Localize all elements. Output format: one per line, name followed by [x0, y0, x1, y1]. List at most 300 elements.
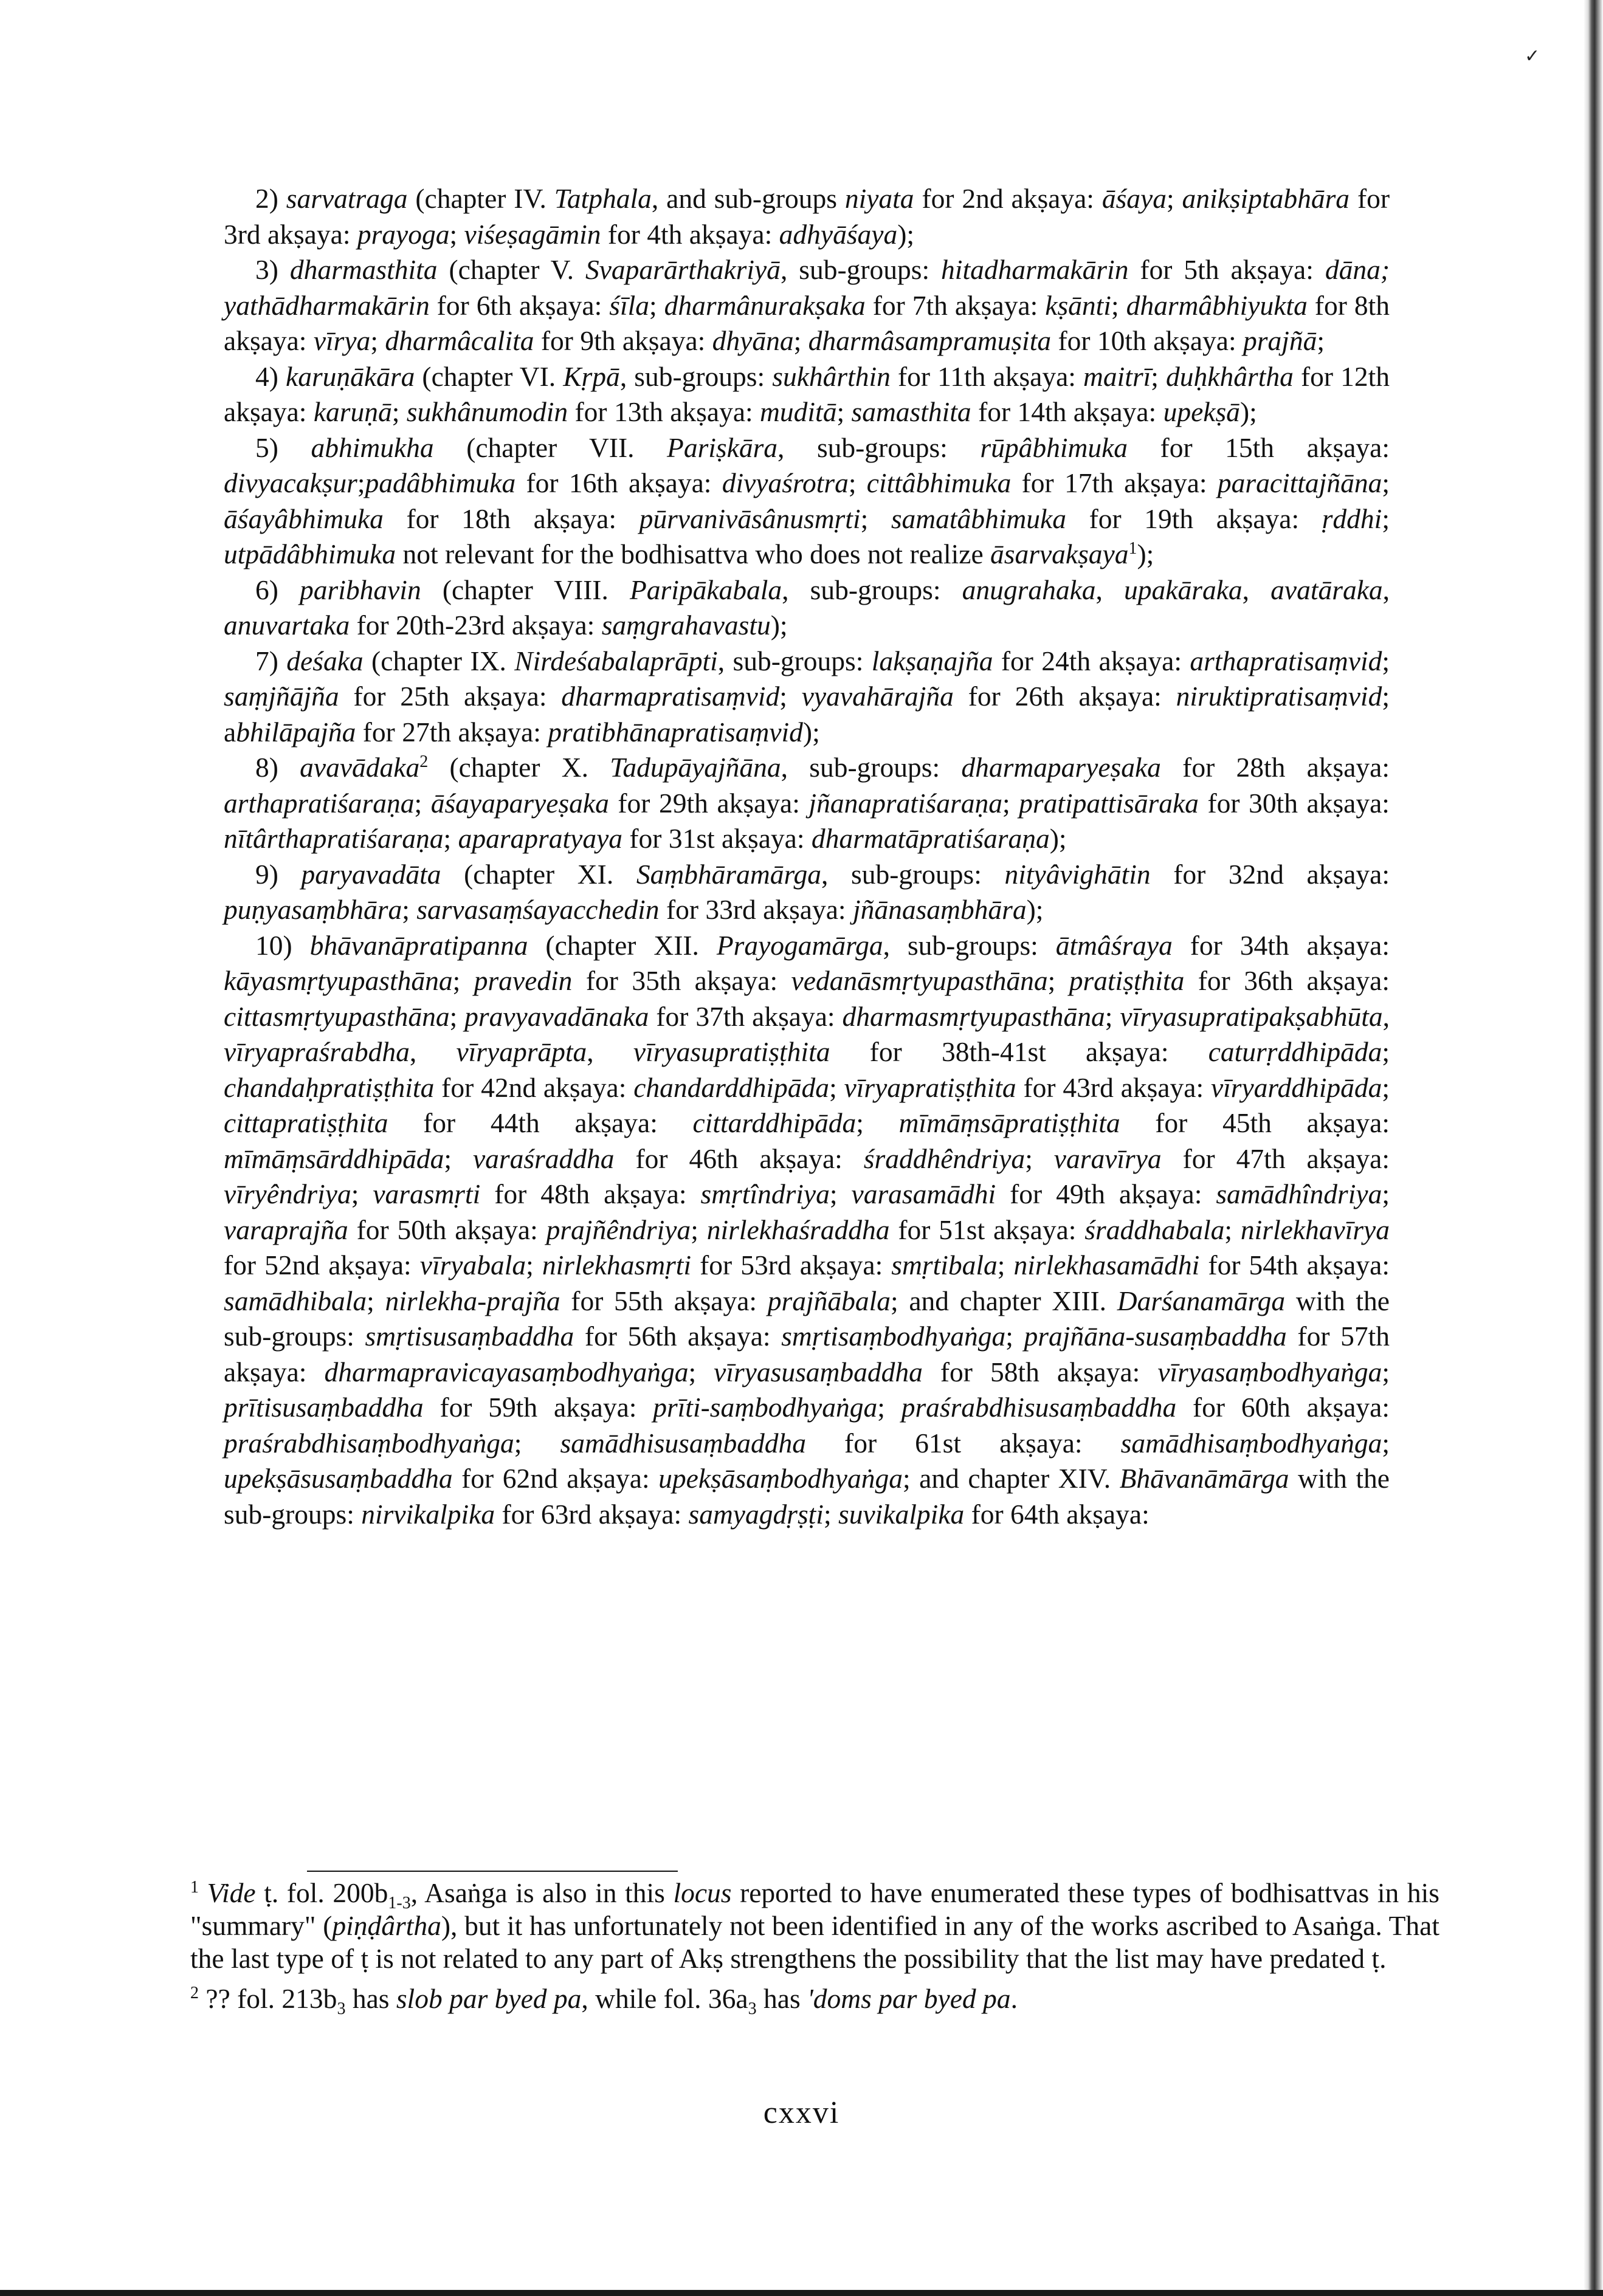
- text-run: for 55th akṣaya:: [560, 1285, 768, 1316]
- term: maitrī: [1083, 360, 1151, 392]
- text-run: ;: [1382, 1356, 1390, 1387]
- term: avatāraka: [1270, 574, 1383, 605]
- term: śraddhêndriya: [863, 1143, 1026, 1174]
- term: āsarvakṣaya: [990, 538, 1129, 569]
- term: vedanāsmṛtyupasthāna: [791, 965, 1048, 996]
- text-run: for 33rd akṣaya:: [659, 894, 853, 925]
- text-run: for 17th akṣaya:: [1011, 467, 1218, 498]
- text-run: ;: [829, 1071, 844, 1103]
- text-run: ;: [1002, 787, 1019, 819]
- term: Bhāvanāmārga: [1119, 1463, 1289, 1494]
- term: nirlekhasamādhi: [1013, 1249, 1200, 1280]
- term: sukhârthin: [772, 360, 891, 392]
- term: dharmâcalita: [385, 325, 534, 356]
- text-run: , sub-groups:: [777, 431, 981, 463]
- text-run: ;: [860, 503, 891, 534]
- term: kāyasmṛtyupasthāna: [224, 965, 453, 996]
- text-run: for 15th akṣaya:: [1128, 431, 1390, 463]
- text-run: ; and chapter XIV.: [903, 1463, 1120, 1494]
- term: samādhisusaṃbaddha: [560, 1427, 806, 1459]
- term: nityâvighātin: [1004, 858, 1151, 890]
- text-run: ; a: [224, 681, 1390, 748]
- text-run: ,: [587, 1036, 633, 1067]
- text-run: (chapter XII.: [528, 929, 717, 961]
- paragraph: [224, 572, 1390, 644]
- text-run: for 24th akṣaya:: [993, 645, 1190, 676]
- term: adhyāśaya: [779, 218, 898, 250]
- text-run: for 11th akṣaya:: [890, 360, 1084, 392]
- text-run: for 36th akṣaya:: [1184, 965, 1390, 996]
- term: Svaparārthakriyā: [585, 254, 781, 285]
- text-run: ;: [391, 396, 407, 427]
- term: cittarddhipāda: [692, 1107, 857, 1138]
- paragraph: [224, 430, 1390, 572]
- term: prajñā: [1243, 325, 1317, 356]
- term: rūpâbhimuka: [980, 431, 1128, 463]
- text-run: for 6th akṣaya:: [429, 289, 610, 321]
- text-run: 10): [255, 929, 310, 961]
- text-run: ;: [877, 1392, 901, 1423]
- text-run: (chapter VI.: [415, 360, 564, 392]
- text-run: ;: [691, 1214, 707, 1245]
- term: locus: [673, 1877, 732, 1908]
- term: smṛtîndriya: [700, 1178, 830, 1209]
- term: anugrahaka: [962, 574, 1096, 605]
- term: samyagdṛṣṭi: [688, 1498, 824, 1530]
- text-run: [199, 1877, 207, 1908]
- text-run: for 42nd akṣaya:: [434, 1071, 634, 1103]
- term: cittâbhimuka: [866, 467, 1012, 498]
- text-run: ;: [836, 396, 852, 427]
- term: jñānasaṃbhāra: [852, 894, 1027, 925]
- term: prītisusaṃbaddha: [224, 1392, 424, 1423]
- term: utpādâbhimuka: [224, 538, 396, 569]
- text-run: ;: [351, 1178, 373, 1209]
- term: samādhisaṃbodhyaṅga: [1120, 1427, 1382, 1459]
- text-run: ;: [1166, 183, 1182, 214]
- term: dharmapravicayasaṃbodhyaṅga: [324, 1356, 689, 1387]
- text-run: ;: [779, 681, 802, 712]
- text-run: for 32nd akṣaya:: [1150, 858, 1390, 890]
- term: 'doms par byed pa: [807, 1983, 1011, 2014]
- text-run: ; and chapter XIII.: [891, 1285, 1117, 1316]
- text-run: for 47th akṣaya:: [1161, 1143, 1390, 1174]
- term: muditā: [760, 396, 837, 427]
- term: nītârthapratiśaraṇa: [224, 823, 444, 854]
- term: saṃgrahavastu: [601, 610, 771, 641]
- term: vīryabala: [419, 1249, 526, 1280]
- script-mark: 2: [190, 1983, 199, 2002]
- term: bhāvanāpratipanna: [309, 929, 528, 961]
- term: praśrabdhisaṃbodhyaṅga: [224, 1427, 514, 1459]
- term: sukhânumodin: [406, 396, 568, 427]
- term: dharmapratisaṃvid: [561, 681, 780, 712]
- term: smṛtisaṃbodhyaṅga: [781, 1321, 1006, 1352]
- term: upakāraka: [1124, 574, 1243, 605]
- text-run: 6): [255, 574, 300, 605]
- term: śraddhabala: [1084, 1214, 1225, 1245]
- term: vīryaprāpta: [456, 1036, 587, 1067]
- script-mark: 1: [1128, 538, 1137, 558]
- text-run: for 29th akṣaya:: [608, 787, 809, 819]
- text-run: with the sub-groups:: [224, 1463, 1390, 1530]
- text-run: for 8th akṣaya:: [224, 289, 1390, 356]
- term: avavādaka: [300, 752, 420, 783]
- term: samasthita: [851, 396, 971, 427]
- text-run: for 2nd akṣaya:: [914, 183, 1102, 214]
- text-run: ), but it has unfortunately not been identified in any of the works ascribed to Asaṅga. That the last type of ṭ is not related to any part of Akṣ strengthens the possibility that the list may have predated ṭ.: [190, 1910, 1439, 1974]
- term: dharmatāpratiśaraṇa: [811, 823, 1050, 854]
- term: pratibhānapratisaṃvid: [548, 716, 803, 748]
- term: kṣānti: [1045, 289, 1111, 321]
- text-run: for 31st akṣaya:: [622, 823, 812, 854]
- term: mīmāṃsāpratiṣṭhita: [898, 1107, 1120, 1138]
- term: piṇḍârtha: [332, 1910, 441, 1941]
- text-run: for 16th akṣaya:: [515, 467, 722, 498]
- term: āśayâbhimuka: [224, 503, 384, 534]
- term: duḥkhârtha: [1166, 360, 1294, 392]
- term: prayoga: [357, 218, 450, 250]
- term: vīryapraśrabdha: [224, 1036, 410, 1067]
- term: praśrabdhisusaṃbaddha: [901, 1392, 1177, 1423]
- script-mark: 3: [748, 1999, 757, 2019]
- term: suvikalpika: [838, 1498, 965, 1530]
- term: paracittajñāna: [1217, 467, 1382, 498]
- text-run: (chapter XI.: [441, 858, 636, 890]
- text-run: for 10th akṣaya:: [1051, 325, 1243, 356]
- text-run: 5): [255, 431, 311, 463]
- script-mark: 3: [337, 1999, 346, 2019]
- text-run: for 48th akṣaya:: [480, 1178, 701, 1209]
- text-run: .: [1010, 1983, 1018, 2014]
- term: jñanapratiśaraṇa: [808, 787, 1002, 819]
- term: nirlekhaśraddha: [706, 1214, 890, 1245]
- text-run: not relevant for the bodhisattva who does not realize: [396, 538, 991, 569]
- term: dharmasmṛtyupasthāna: [842, 1000, 1105, 1032]
- paragraph: [224, 359, 1390, 430]
- script-mark: 1: [190, 1877, 199, 1897]
- term: karuṇākāra: [286, 360, 415, 392]
- term: smṛtisusaṃbaddha: [365, 1321, 574, 1352]
- term: cittasmṛtyupasthāna: [224, 1000, 450, 1032]
- term: upekṣāsusaṃbaddha: [224, 1463, 453, 1494]
- text-run: ;: [1151, 360, 1167, 392]
- text-run: for 13th akṣaya:: [568, 396, 760, 427]
- script-mark: 2: [419, 752, 429, 771]
- text-run: ;: [1382, 503, 1390, 534]
- term: abhimukha: [311, 431, 434, 463]
- term: dharmasthita: [289, 254, 438, 285]
- term: prajñābala: [767, 1285, 891, 1316]
- term: samādhibala: [224, 1285, 367, 1316]
- term: nirlekhavīrya: [1240, 1214, 1390, 1245]
- term: dharmâsampramuṣita: [808, 325, 1052, 356]
- term: prajñāna-susaṃbaddha: [1024, 1321, 1287, 1352]
- term: bhilāpajña: [236, 716, 356, 748]
- text-run: ;: [829, 1178, 852, 1209]
- text-run: ;: [848, 467, 867, 498]
- main-text: [224, 181, 1390, 1532]
- term: varaśraddha: [472, 1143, 615, 1174]
- footnote-separator: [307, 1871, 678, 1872]
- term: Vide: [207, 1877, 256, 1908]
- text-run: );: [897, 218, 915, 250]
- term: nirvikalpika: [361, 1498, 495, 1530]
- term: arthapratisaṃvid: [1190, 645, 1382, 676]
- text-run: for 25th akṣaya:: [339, 681, 562, 712]
- text-run: ;: [444, 1143, 473, 1174]
- text-run: ;: [449, 1000, 465, 1032]
- term: slob par byed pa: [396, 1983, 582, 2014]
- text-run: (chapter V.: [437, 254, 585, 285]
- term: nirlekha-prajña: [385, 1285, 560, 1316]
- term: Darśanamārga: [1117, 1285, 1286, 1316]
- term: samādhîndriya: [1216, 1178, 1382, 1209]
- term: vīryêndriya: [224, 1178, 351, 1209]
- term: varavīrya: [1053, 1143, 1162, 1174]
- text-run: for 64th akṣaya:: [964, 1498, 1150, 1530]
- term: niyata: [844, 183, 914, 214]
- text-run: ;: [514, 1427, 560, 1459]
- text-run: ,: [1382, 574, 1390, 605]
- term: chandaḥpratiṣṭhita: [224, 1071, 435, 1103]
- text-run: 9): [255, 858, 302, 890]
- text-run: for 27th akṣaya:: [356, 716, 548, 748]
- text-run: ;: [1382, 467, 1390, 498]
- term: samatâbhimuka: [891, 503, 1066, 534]
- term: dharmaparyeṣaka: [961, 752, 1161, 783]
- text-run: ;: [357, 467, 365, 498]
- text-run: , sub-groups:: [781, 752, 962, 783]
- text-run: , sub-groups:: [619, 360, 773, 392]
- text-run: for 26th akṣaya:: [953, 681, 1176, 712]
- scan-edge: [1573, 0, 1603, 2296]
- text-run: );: [1049, 823, 1067, 854]
- text-run: ;: [1382, 1178, 1390, 1209]
- term: vīryapratiṣṭhita: [844, 1071, 1016, 1103]
- text-run: for 4th akṣaya:: [601, 218, 779, 250]
- text-run: for 44th akṣaya:: [388, 1107, 693, 1138]
- text-run: for 34th akṣaya:: [1172, 929, 1390, 961]
- text-run: ;: [443, 823, 458, 854]
- term: smṛtibala: [891, 1249, 998, 1280]
- term: ātmâśraya: [1055, 929, 1173, 961]
- text-run: 3): [255, 254, 290, 285]
- footnote: [190, 1877, 1439, 1975]
- term: Paripākabala: [629, 574, 782, 605]
- text-run: ;: [1005, 1321, 1024, 1352]
- term: Saṃbhāramārga: [636, 858, 822, 890]
- text-run: for 30th akṣaya:: [1198, 787, 1390, 819]
- term: chandarddhipāda: [633, 1071, 830, 1103]
- text-run: , sub-groups:: [780, 254, 942, 285]
- text-run: 2): [255, 183, 286, 214]
- term: śīla: [609, 289, 649, 321]
- text-run: ;: [823, 1498, 838, 1530]
- text-run: (chapter VIII.: [421, 574, 630, 605]
- text-run: for 12th akṣaya:: [224, 360, 1390, 427]
- text-run: for 3rd akṣaya:: [224, 183, 1390, 250]
- term: vīryasusaṃbaddha: [714, 1356, 923, 1387]
- term: ṛddhi: [1322, 503, 1382, 534]
- term: Nirdeśabalaprāpti: [514, 645, 718, 676]
- term: anikṣiptabhāra: [1182, 183, 1350, 214]
- term: viśeṣagāmin: [464, 218, 601, 250]
- footnotes: [190, 1877, 1439, 2023]
- term: Pariṣkāra: [667, 431, 778, 463]
- text-run: , sub-groups:: [821, 858, 1005, 890]
- text-run: );: [1026, 894, 1044, 925]
- text-run: 4): [255, 360, 286, 392]
- text-run: , sub-groups:: [717, 645, 872, 676]
- paragraph: [224, 181, 1390, 252]
- term: āśaya: [1101, 183, 1167, 214]
- text-run: ;: [370, 325, 385, 356]
- text-run: ;: [367, 1285, 385, 1316]
- term: vyavahārajña: [801, 681, 954, 712]
- text-run: has: [756, 1983, 808, 2014]
- term: varasmṛti: [373, 1178, 481, 1209]
- term: cittapratiṣṭhita: [224, 1107, 388, 1138]
- text-run: for 53rd akṣaya:: [691, 1249, 892, 1280]
- text-run: ?? fol. 213b: [199, 1983, 337, 2014]
- term: pūrvanivāsânusmṛti: [639, 503, 861, 534]
- term: aparapratyaya: [458, 823, 623, 854]
- term: paryavadāta: [301, 858, 441, 890]
- text-run: ;: [452, 965, 474, 996]
- term: vīryasaṃbodhyaṅga: [1157, 1356, 1382, 1387]
- text-run: ;: [1111, 289, 1126, 321]
- text-run: for 28th akṣaya:: [1160, 752, 1390, 783]
- term: Tatphala: [554, 183, 652, 214]
- text-run: for 62nd akṣaya:: [452, 1463, 659, 1494]
- text-run: ;: [526, 1249, 542, 1280]
- text-run: for 49th akṣaya:: [996, 1178, 1216, 1209]
- text-run: ;: [688, 1356, 714, 1387]
- text-run: for 63rd akṣaya:: [495, 1498, 689, 1530]
- paragraph: [224, 644, 1390, 751]
- term: divyaśrotra: [722, 467, 849, 498]
- text-run: for 61st akṣaya:: [805, 1427, 1121, 1459]
- text-run: for 9th akṣaya:: [534, 325, 712, 356]
- text-run: , and sub-groups: [651, 183, 845, 214]
- text-run: for 35th akṣaya:: [572, 965, 791, 996]
- text-run: ;: [1382, 645, 1390, 676]
- text-run: ;: [414, 787, 431, 819]
- text-run: ;: [1025, 1143, 1054, 1174]
- term: lakṣaṇajña: [871, 645, 993, 676]
- paragraph: [224, 252, 1390, 359]
- text-run: 7): [255, 645, 287, 676]
- text-run: ,: [409, 1036, 457, 1067]
- text-run: , Asaṅga is also in this: [410, 1877, 674, 1908]
- term: āśayaparyeṣaka: [430, 787, 609, 819]
- term: caturṛddhipāda: [1208, 1036, 1382, 1067]
- term: mīmāṃsārddhipāda: [224, 1143, 444, 1174]
- term: vīrya: [313, 325, 371, 356]
- text-run: for 52nd akṣaya:: [224, 1249, 420, 1280]
- text-run: ;: [1382, 1071, 1390, 1103]
- term: karuṇā: [313, 396, 392, 427]
- page-number: cxxvi: [763, 2095, 840, 2130]
- text-run: for 19th akṣaya:: [1066, 503, 1322, 534]
- text-run: ;: [1224, 1214, 1241, 1245]
- text-run: , while fol. 36a: [581, 1983, 748, 2014]
- term: nirlekhasmṛti: [542, 1249, 692, 1280]
- text-run: ;: [793, 325, 808, 356]
- term: arthapratiśaraṇa: [224, 787, 415, 819]
- term: pravyavadānaka: [464, 1000, 649, 1032]
- term: dāna; yathādharmakārin: [224, 254, 1390, 321]
- text-run: for 14th akṣaya:: [971, 396, 1163, 427]
- text-run: ;: [402, 894, 417, 925]
- text-run: for 43rd akṣaya:: [1016, 1071, 1211, 1103]
- text-run: for 56th akṣaya:: [574, 1321, 782, 1352]
- text-run: ;: [1047, 965, 1069, 996]
- text-run: (chapter VII.: [433, 431, 667, 463]
- text-run: (chapter X.: [428, 752, 610, 783]
- text-run: ;: [1317, 325, 1325, 356]
- term: Prayogamārga: [716, 929, 883, 961]
- text-run: for 59th akṣaya:: [423, 1392, 653, 1423]
- text-run: for 57th akṣaya:: [224, 1321, 1390, 1387]
- text-run: for 50th akṣaya:: [348, 1214, 546, 1245]
- text-run: for 54th akṣaya:: [1199, 1249, 1390, 1280]
- text-run: ;: [1382, 1036, 1390, 1067]
- term: Tadupāyajñāna: [610, 752, 781, 783]
- text-run: for 37th akṣaya:: [649, 1000, 843, 1032]
- term: paribhavin: [300, 574, 421, 605]
- script-mark: 1-3: [388, 1894, 411, 1913]
- text-run: ,: [1095, 574, 1125, 605]
- scan-bottom-edge: [0, 2290, 1603, 2296]
- text-run: for 46th akṣaya:: [614, 1143, 864, 1174]
- text-run: );: [1137, 538, 1154, 569]
- term: vīryarddhipāda: [1210, 1071, 1382, 1103]
- text-run: has: [345, 1983, 396, 2014]
- term: prīti-saṃbodhyaṅga: [653, 1392, 878, 1423]
- term: dharmânurakṣaka: [664, 289, 866, 321]
- text-run: , sub-groups:: [883, 929, 1056, 961]
- text-run: ;: [649, 289, 664, 321]
- term: upekṣāsaṃbodhyaṅga: [658, 1463, 903, 1494]
- term: sarvatraga: [286, 183, 408, 214]
- text-run: reported to have enumerated these types of bodhisattvas in his "summary" (: [190, 1877, 1440, 1941]
- text-run: ṭ. fol. 200b: [255, 1877, 388, 1908]
- term: varaprajña: [224, 1214, 348, 1245]
- text-run: for 58th akṣaya:: [922, 1356, 1158, 1387]
- text-run: );: [802, 716, 820, 748]
- term: upekṣā: [1163, 396, 1240, 427]
- term: pratipattisāraka: [1019, 787, 1199, 819]
- term: pratiṣṭhita: [1069, 965, 1185, 996]
- text-run: (chapter IX.: [363, 645, 515, 676]
- text-run: );: [1239, 396, 1257, 427]
- term: puṇyasaṃbhāra: [224, 894, 402, 925]
- scan-tick-mark: ✓: [1525, 46, 1540, 67]
- term: dharmâbhiyukta: [1126, 289, 1308, 321]
- paragraph: [224, 928, 1390, 1533]
- term: prajñêndriya: [546, 1214, 691, 1245]
- term: divyacakṣur: [224, 467, 357, 498]
- term: anuvartaka: [224, 610, 350, 641]
- text-run: ;: [997, 1249, 1014, 1280]
- term: padâbhimuka: [365, 467, 516, 498]
- text-run: ,: [1382, 1000, 1390, 1032]
- term: sarvasaṃśayacchedin: [416, 894, 660, 925]
- text-run: ;: [449, 218, 464, 250]
- text-run: 8): [255, 752, 300, 783]
